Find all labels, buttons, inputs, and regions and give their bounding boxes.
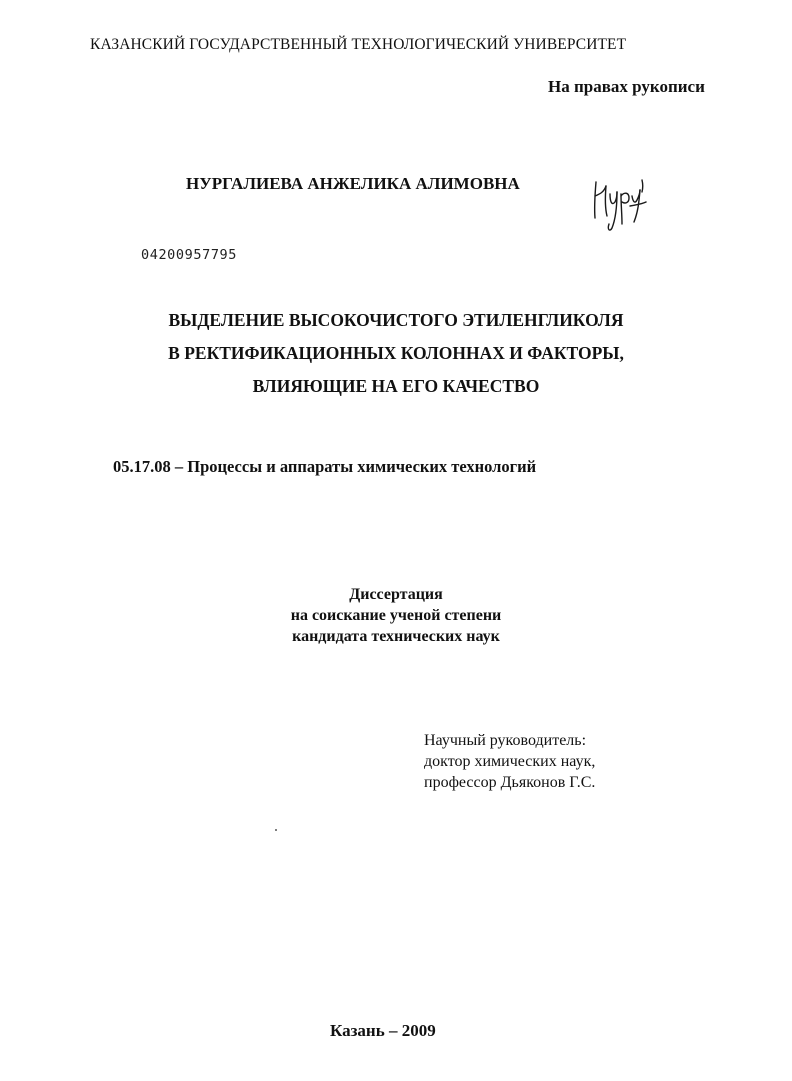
degree-line: кандидата технических наук <box>292 628 500 645</box>
title-line: ВЛИЯЮЩИЕ НА ЕГО КАЧЕСТВО <box>252 376 540 396</box>
scan-speck <box>275 829 277 831</box>
degree-line: на соискание ученой степени <box>290 607 502 624</box>
specialty-code: 05.17.08 – Процессы и аппараты химических технологий <box>113 457 537 476</box>
document-code: 04200957795 <box>141 247 238 263</box>
supervisor-line: доктор химических наук, <box>424 753 596 770</box>
author-name: НУРГАЛИЕВА АНЖЕЛИКА АЛИМОВНА <box>186 174 520 193</box>
dissertation-title <box>100 304 692 403</box>
title-line: В РЕКТИФИКАЦИОННЫХ КОЛОННАХ И ФАКТОРЫ, <box>168 343 624 363</box>
degree-statement <box>280 584 512 647</box>
supervisor-line: Научный руководитель: <box>424 732 587 749</box>
degree-line: Диссертация <box>349 586 443 603</box>
scientific-supervisor <box>424 730 595 793</box>
university-name: КАЗАНСКИЙ ГОСУДАРСТВЕННЫЙ ТЕХНОЛОГИЧЕСКИЙ УНИВЕРСИТЕТ <box>90 36 627 53</box>
supervisor-line: профессор Дьяконов Г.С. <box>424 774 596 791</box>
place-and-year: Казань – 2009 <box>330 1021 436 1040</box>
handwritten-signature <box>586 172 652 234</box>
title-line: ВЫДЕЛЕНИЕ ВЫСОКОЧИСТОГО ЭТИЛЕНГЛИКОЛЯ <box>168 310 624 330</box>
manuscript-rights-note: На правах рукописи <box>548 77 705 96</box>
